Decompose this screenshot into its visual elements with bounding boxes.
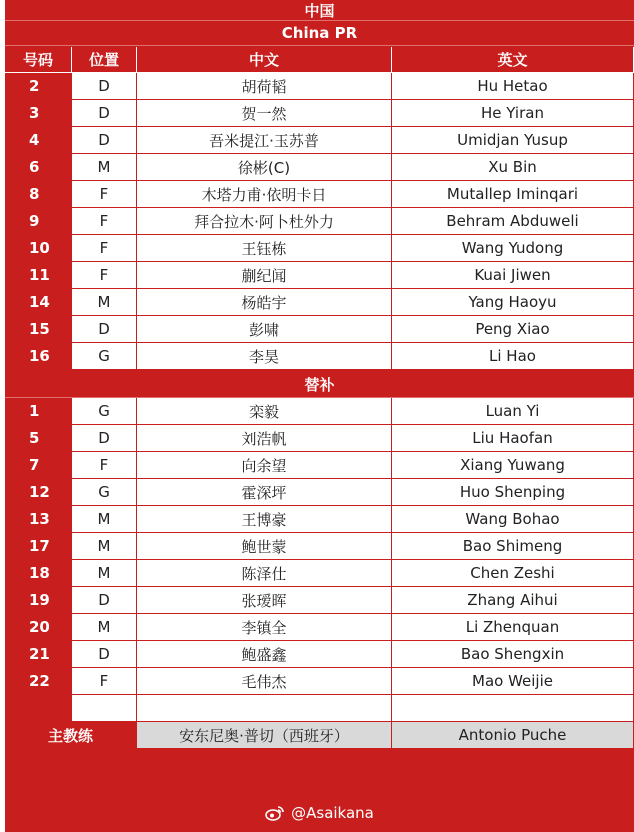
player-number: 9 [5,208,72,235]
player-row [5,479,634,506]
player-position: F [72,452,137,479]
player-position: F [72,668,137,695]
player-number: 7 [5,452,72,479]
player-row [5,100,634,127]
player-name-en: Behram Abduweli [392,208,634,235]
player-name-en: Li Zhenquan [392,614,634,641]
player-position: F [72,262,137,289]
player-row [5,398,634,425]
player-name-cn: 吾米提江·玉苏普 [137,127,392,154]
player-row [5,506,634,533]
player-name-en: Li Hao [392,343,634,370]
coach-label: 主教练 [5,722,137,749]
player-number: 2 [5,73,72,100]
player-name-en: Huo Shenping [392,479,634,506]
player-position: F [72,235,137,262]
player-row [5,289,634,316]
player-position: M [72,506,137,533]
player-name-en: Zhang Aihui [392,587,634,614]
player-row [5,343,634,370]
player-number: 22 [5,668,72,695]
player-position: M [72,289,137,316]
weibo-icon [265,805,285,821]
player-name-cn: 木塔力甫·依明卡日 [137,181,392,208]
player-number: 14 [5,289,72,316]
empty-chinese-cell [137,695,392,722]
player-number: 10 [5,235,72,262]
roster-sheet [5,0,634,832]
player-number: 13 [5,506,72,533]
player-name-en: Mao Weijie [392,668,634,695]
player-name-en: Umidjan Yusup [392,127,634,154]
player-number: 16 [5,343,72,370]
empty-english-cell [392,695,634,722]
player-row [5,614,634,641]
player-number: 12 [5,479,72,506]
player-name-en: Xiang Yuwang [392,452,634,479]
player-row [5,208,634,235]
player-row [5,641,634,668]
table-header [5,47,634,73]
player-name-en: Hu Hetao [392,73,634,100]
player-position: D [72,127,137,154]
player-row [5,587,634,614]
empty-row [5,695,634,722]
player-name-en: Mutallep Iminqari [392,181,634,208]
player-row [5,452,634,479]
player-position: D [72,641,137,668]
player-name-cn: 彭啸 [137,316,392,343]
player-name-en: He Yiran [392,100,634,127]
coach-name-en: Antonio Puche [392,722,634,749]
player-row [5,262,634,289]
player-name-cn: 王钰栋 [137,235,392,262]
player-number: 5 [5,425,72,452]
header-english: 英文 [392,47,634,73]
player-name-cn: 拜合拉木·阿卜杜外力 [137,208,392,235]
watermark [5,798,634,828]
player-position: M [72,560,137,587]
player-name-cn: 张瑷晖 [137,587,392,614]
player-number: 21 [5,641,72,668]
team-name-cn: 中国 [5,0,634,21]
player-name-en: Luan Yi [392,398,634,425]
player-row [5,235,634,262]
coach-row [5,722,634,749]
player-name-en: Chen Zeshi [392,560,634,587]
player-name-en: Kuai Jiwen [392,262,634,289]
player-position: D [72,73,137,100]
player-name-en: Wang Yudong [392,235,634,262]
substitutes-label: 替补 [5,371,634,398]
player-number: 19 [5,587,72,614]
player-number: 8 [5,181,72,208]
player-name-cn: 霍深坪 [137,479,392,506]
player-number: 3 [5,100,72,127]
player-row [5,316,634,343]
coach-name-cn: 安东尼奥·普切（西班牙） [137,722,392,749]
player-position: G [72,398,137,425]
player-number: 20 [5,614,72,641]
player-row [5,533,634,560]
player-name-cn: 毛伟杰 [137,668,392,695]
watermark-text: @Asaikana [291,804,374,822]
player-row [5,181,634,208]
player-name-cn: 贺一然 [137,100,392,127]
player-name-cn: 陈泽仕 [137,560,392,587]
player-number: 1 [5,398,72,425]
player-name-cn: 蒯纪闻 [137,262,392,289]
player-name-cn: 栾毅 [137,398,392,425]
player-name-cn: 徐彬(C) [137,154,392,181]
header-chinese: 中文 [137,47,392,73]
player-position: D [72,425,137,452]
player-name-cn: 李镇全 [137,614,392,641]
player-row [5,668,634,695]
player-position: D [72,316,137,343]
player-row [5,73,634,100]
player-name-cn: 鲍盛鑫 [137,641,392,668]
player-position: G [72,343,137,370]
header-number: 号码 [5,47,72,73]
player-position: G [72,479,137,506]
player-name-cn: 胡荷韬 [137,73,392,100]
player-name-en: Wang Bohao [392,506,634,533]
player-row [5,560,634,587]
empty-position-cell [72,695,137,722]
player-name-en: Bao Shimeng [392,533,634,560]
empty-number-cell [5,695,72,722]
player-name-cn: 刘浩帆 [137,425,392,452]
player-position: D [72,587,137,614]
team-name-en: China PR [5,21,634,46]
player-position: M [72,154,137,181]
player-name-en: Bao Shengxin [392,641,634,668]
player-position: F [72,181,137,208]
player-number: 6 [5,154,72,181]
player-row [5,127,634,154]
player-position: F [72,208,137,235]
player-number: 15 [5,316,72,343]
player-name-en: Yang Haoyu [392,289,634,316]
player-number: 18 [5,560,72,587]
player-name-cn: 李昊 [137,343,392,370]
header-position: 位置 [72,47,137,73]
player-name-cn: 王博豪 [137,506,392,533]
player-position: M [72,533,137,560]
player-row [5,425,634,452]
player-number: 4 [5,127,72,154]
player-row [5,154,634,181]
player-position: M [72,614,137,641]
player-position: D [72,100,137,127]
player-name-en: Liu Haofan [392,425,634,452]
player-number: 17 [5,533,72,560]
player-name-en: Xu Bin [392,154,634,181]
player-name-cn: 向余望 [137,452,392,479]
player-name-cn: 鲍世蒙 [137,533,392,560]
player-name-cn: 杨皓宇 [137,289,392,316]
player-name-en: Peng Xiao [392,316,634,343]
player-number: 11 [5,262,72,289]
